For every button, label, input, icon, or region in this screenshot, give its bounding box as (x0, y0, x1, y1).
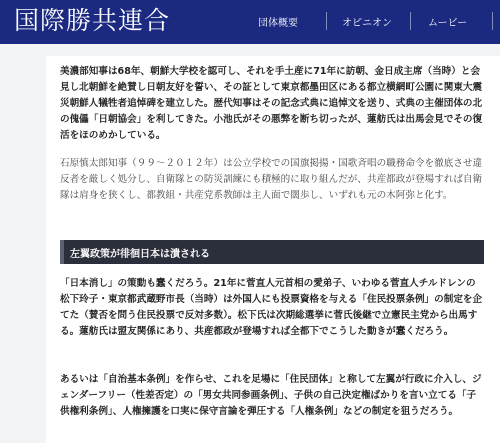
article-paragraph-1: 美濃部知事は68年、朝鮮大学校を認可し、それを手土産に71年に訪朝、金日成主席（当時）と会見し北朝鮮を絶賛し日朝友好を誓い、その証として東京都墨田区にある都立横網町公園に関東大震災朝鮮人犠牲者追悼碑を建立した。歴代知事はその記念式典に追悼文を送り、式典の主催団体の北の傀儡「日朝協会」を利してきた。小池氏がその悪弊を断ち切ったが、蓮舫氏は出馬会見でその復活をほのめかしている。 (60, 66, 483, 141)
site-header (0, 0, 500, 44)
article-paragraph-3: 「日本消し」の策動も蠢くだろう。21年に菅直人元首相の愛弟子、いわゆる菅直人チルドレンの松下玲子・東京都武蔵野市長（当時）は外国人にも投票資格を与える「住民投票条例」の制定を企てた（賛否を問う住民投票で反対多数）。松下氏は次期総選挙に菅氏後継で立憲民主党から出馬する。蓮舫氏は盟友関係にあり、共産都政が登場すれば全都下でこうした動きが蠢くだろう。 (60, 278, 483, 337)
site-logo[interactable]: 国際勝共連合 (14, 6, 171, 35)
nav-item-opinion[interactable]: オピニオン (342, 18, 392, 29)
article-body (46, 56, 500, 443)
section-heading-accent (60, 240, 64, 264)
nav-divider (492, 12, 493, 30)
article-paragraph-2: 石原慎太郎知事（９９～２０１２年）は公立学校での国旗掲揚・国歌斉唱の職務命令を徹底させ違反者を厳しく処分し、自衛隊との防災訓練にも積極的に取り組んだが、共産都政が登場すれば自衛隊は肩身を狭くし、都教組・共産党系教師は主人面で闊歩し、いずれも元の木阿弥と化す。 (60, 158, 483, 201)
section-heading-text: 左翼政策が徘徊日本は潰される (70, 249, 210, 260)
nav-item-about[interactable]: 団体概要 (258, 18, 298, 29)
nav-item-movie[interactable]: ムービー (428, 18, 468, 29)
section-heading (60, 240, 484, 264)
main-nav (240, 0, 500, 44)
nav-divider (326, 12, 327, 30)
nav-divider (410, 12, 411, 30)
article-paragraph-4: あるいは「自治基本条例」を作らせ、これを足場に「住民団体」と称して左翼が行政に介入し、ジェンダーフリー（性差否定）の「男女共同参画条例」、子供の自己決定権ばかりを言い立てる「子供権利条例」、人権擁護を口実に保守言論を弾圧する「人権条例」などの制定を狙うだろう。 (60, 374, 482, 417)
